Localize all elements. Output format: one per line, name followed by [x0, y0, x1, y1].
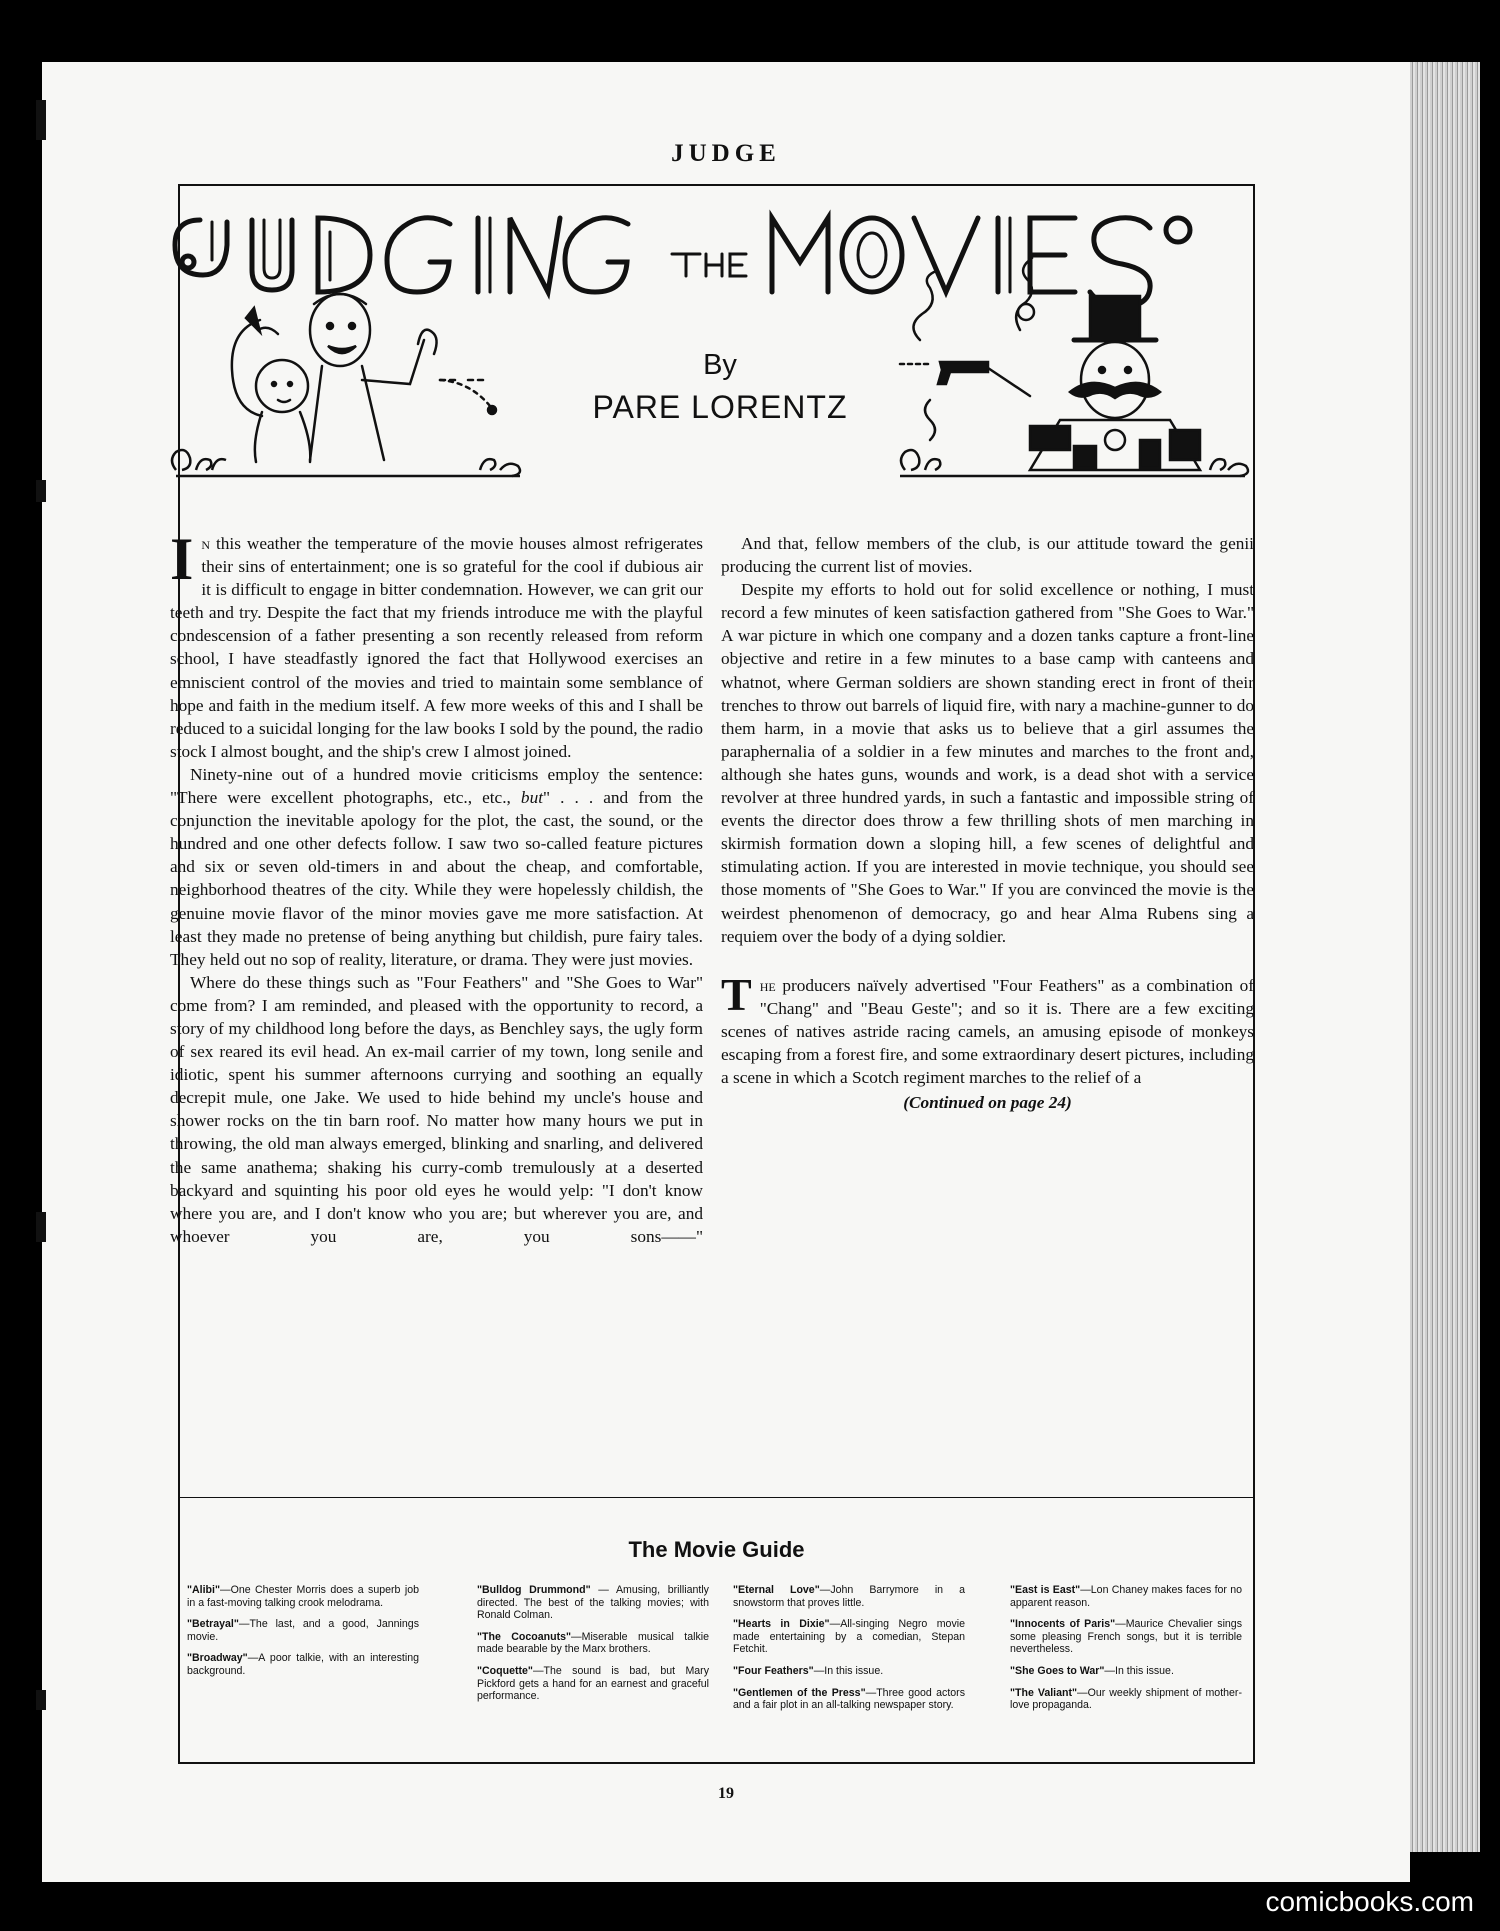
article-paragraph: The producers naïvely advertised "Four Feathers" as a combination of "Chang" and "Beau Geste"; and so it is. There are a few exciting scenes of natives astride racing camels, an amusing episode of monkeys escaping from a forest fire, and some extraordinary desert pictures, including a scene in which a Scotch regiment marches to the relief of a	[721, 968, 1254, 1088]
byline	[560, 345, 880, 429]
article-column-right	[721, 532, 1254, 1114]
author-name: PARE LORENTZ	[592, 389, 848, 425]
movie-guide-entry: "The Valiant"—Our weekly shipment of mother-love propaganda.	[1010, 1686, 1242, 1712]
movie-guide-entry: "Gentlemen of the Press"—Three good actors and a fair plot in an all-talking newspaper story.	[733, 1686, 965, 1712]
movie-guide-entry: "The Cocoanuts"—Miserable musical talkie made bearable by the Marx brothers.	[477, 1630, 710, 1656]
movie-guide-entry: "East is East"—Lon Chaney makes faces for no apparent reason.	[1010, 1584, 1242, 1609]
drop-cap: I	[170, 526, 194, 592]
continued-note: (Continued on page 24)	[903, 1093, 1072, 1113]
scroll-ornament-left	[172, 450, 520, 476]
movie-guide-entry: "Bulldog Drummond" — Amusing, brilliantly directed. The best of the talking movies; with Ronald Colman.	[477, 1584, 709, 1622]
movie-guide-entry: "Four Feathers"—In this issue.	[733, 1664, 884, 1677]
movie-guide-entry: "She Goes to War"—In this issue.	[1010, 1664, 1174, 1677]
movie-guide-entry: "Broadway"—A poor talkie, with an interesting background.	[187, 1652, 419, 1677]
movie-guide-title: The Movie Guide	[628, 1537, 805, 1562]
movie-guide-entry: "Alibi"—One Chester Morris does a superb job in a fast-moving talking crook melodrama.	[187, 1584, 419, 1609]
article-paragraph: Ninety-nine out of a hundred movie criticisms employ the sentence: "There were excellent photographs, etc., etc., but" . . . and from the conjunction the inevitable apology for the plot, the cast, the sound, or the hundred and one other defects follow. I saw two so-called feature pictures and six or seven old-timers in and about the cheap, and comfortable, neighborhood theatres of the city. While they were hopelessly childish, the genuine movie flavor of the minor movies gave me more satisfaction. At least they made no pretense of being anything but childish, pure fairy tales. They held out no sop of reality, literature, or drama. They were just movies.	[170, 764, 703, 969]
movie-guide-entry: "Hearts in Dixie"—All-singing Negro movie made entertaining by a comedian, Stepan Fetchit.	[733, 1618, 965, 1656]
article-paragraph: In this weather the temperature of the movie houses almost refrigerates their sins of entertainment; one is so grateful for the cool if dubious air it is difficult to engage in bitter condemnation. However, we can grit our teeth and try. Despite the fact that my friends introduce me with the playful condescension of a father presenting a son recently released from reform school, I have steadfastly ignored the fact that Hollywood exercises an emniscient control of the movies and tried to maintain some semblance of hope and faith in the medium itself. A few more weeks of this and I shall be reduced to a suicidal longing for the law books I sold by the pound, the radio stock I almost bought, and the ship's crew I almost joined.	[170, 526, 703, 761]
movie-guide-column	[477, 1584, 709, 1712]
movie-guide-column	[187, 1584, 419, 1687]
movie-guide-entry: "Eternal Love"—John Barrymore in a snowstorm that proves little.	[733, 1584, 965, 1609]
site-watermark: comicbooks.com	[1265, 1886, 1474, 1917]
drop-cap: T	[721, 968, 752, 1020]
section-divider	[180, 1497, 1255, 1498]
title-lettering	[175, 218, 1190, 306]
article-paragraph: Where do these things such as "Four Feathers" and "She Goes to War" come from? I am reminded, and pleased with the opportunity to record, a story of my childhood long before the days, as Benchley says, the ugly form of sex reared its evil head. An ex-mail carrier of my town, long senile and idiotic, spent his summer afternoons currying and soothing an equally decrepit mule, one Jake. We used to hide behind my uncle's house and shower rocks on the tin barn roof. No matter how many hours we put in throwing, the old man always emerged, blinking and snarling, and delivered the same anathema; shaking his curry-comb tremulously at a deserted backyard and squinting his poor old eyes he would yelp: "I don't know where you are, and I don't know who you are; but wherever you are, and whoever you are, you sons——"	[170, 972, 703, 1246]
binding-mark	[36, 1690, 46, 1710]
page-number: 19	[718, 1785, 734, 1802]
article-column-left	[170, 526, 703, 1248]
byline-by: By	[703, 349, 737, 381]
binding-mark	[36, 1212, 46, 1242]
movie-guide-entry: "Betrayal"—The last, and a good, Jannings movie.	[187, 1618, 419, 1643]
movie-guide-column	[733, 1584, 965, 1721]
movie-guide-entry: "Innocents of Paris"—Maurice Chevalier sings some pleasing French songs, but it is terrible nevertheless.	[1010, 1618, 1242, 1656]
article-paragraph: Despite my efforts to hold out for solid excellence or nothing, I must record a few minutes of keen satisfaction gathered from "She Goes to War." A war picture in which one company and a dozen tanks capture a front-line objective and retire in a few minutes to a base camp with canteens and whatnot, where German soldiers are shown standing erect in front of their trenches to throw out barrels of liquid fire, with nary a machine-gunner to do them harm, in a movie that asks us to believe that a girl assumes the paraphernalia of a soldier in a few minutes and marches to the front and, although she hates guns, wounds and work, is a dead shot with a service revolver at three hundred yards, in such a fantastic and impossible string of events the director does throw a few thrilling shots of men marching in skirmish formation down a sloping hill, a few scenes of delightful and stimulating action. If you are interested in movie technique, you should see those moments of "She Goes to War." If you are convinced the movie is the weirdest phenomenon of democracy, go and hear Alma Rubens sing a requiem over the body of a dying soldier.	[721, 580, 1254, 946]
cartoon-couple-illustration	[232, 294, 496, 462]
article-paragraph: And that, fellow members of the club, is our attitude toward the genii producing the current list of movies.	[721, 534, 1254, 577]
movie-guide-entry: "Coquette"—The sound is bad, but Mary Pickford gets a hand for an earnest and graceful performance.	[477, 1664, 709, 1703]
movie-guide-column	[1010, 1584, 1242, 1721]
magazine-masthead: JUDGE	[671, 140, 781, 167]
